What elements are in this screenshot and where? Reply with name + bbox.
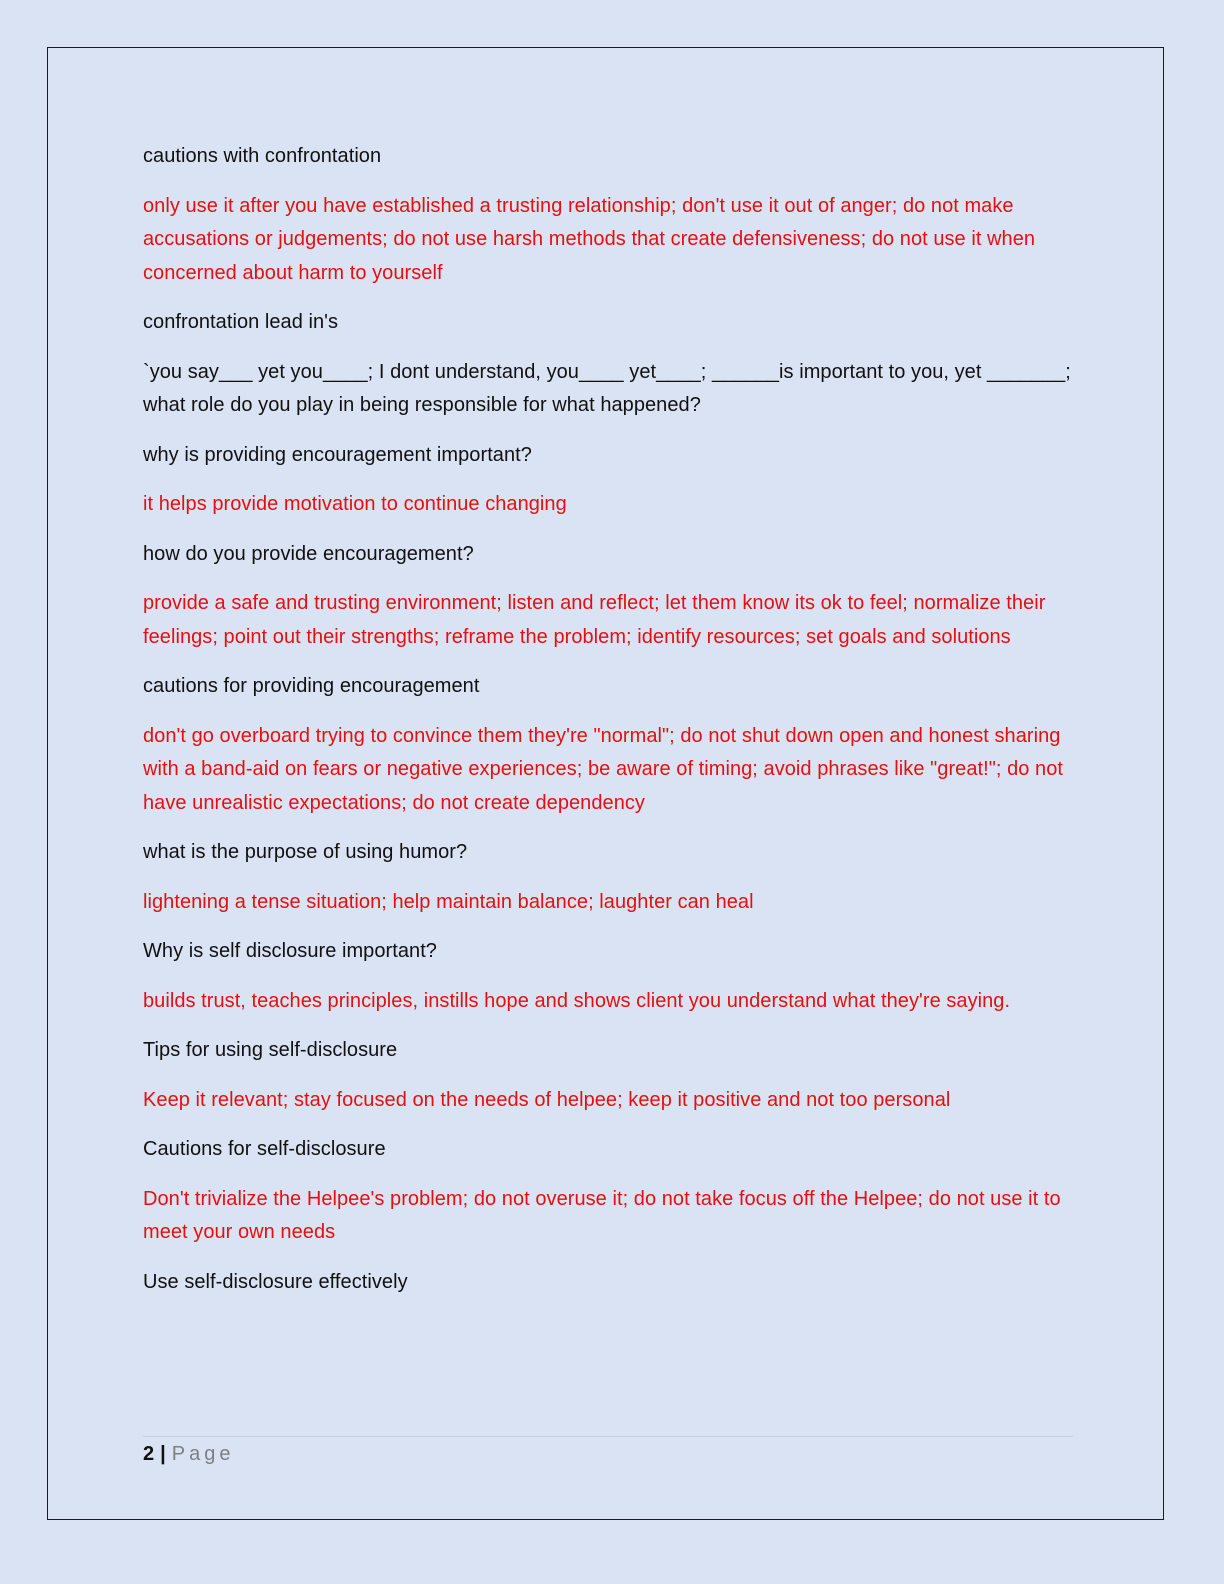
page-footer [143, 1440, 234, 1468]
question-tips-self-disclosure: Tips for using self-disclosure [143, 1039, 398, 1061]
question-use-self-disclosure: Use self-disclosure effectively [143, 1270, 408, 1293]
question-why-self-disclosure: Why is self disclosure important? [143, 940, 437, 962]
page-label: Page [171, 1443, 235, 1465]
answer-tips-self-disclosure: Keep it relevant; stay focused on the needs of helpee; keep it positive and not too personal [143, 1088, 951, 1111]
question-cautions-self-disclosure: Cautions for self-disclosure [143, 1138, 386, 1160]
answer-purpose-humor: lightening a tense situation; help maintain balance; laughter can heal [143, 890, 754, 913]
footer-divider [143, 1436, 1073, 1437]
page-number: 2 [143, 1443, 155, 1465]
answer-cautions-confrontation: only use it after you have established a trusting relationship; don't use it out of anger; do not make accusations or judgements; do not use harsh methods that create defensiveness; do not use it when concerned about harm to yourself [143, 194, 1036, 284]
question-why-encouragement: why is providing encouragement important? [143, 443, 532, 466]
text-confrontation-lead-ins: `you say___ yet you____; I dont understand, you____ yet____; ______is important to you, yet _______; what role do you play in being responsible for what happened? [143, 360, 1071, 416]
question-confrontation-lead-ins: confrontation lead in's [143, 311, 339, 333]
question-purpose-humor: what is the purpose of using humor? [143, 841, 468, 863]
question-cautions-confrontation: cautions with confrontation [143, 145, 382, 167]
footer-separator: | [160, 1443, 166, 1465]
question-how-encouragement: how do you provide encouragement? [143, 542, 474, 565]
answer-cautions-self-disclosure: Don't trivialize the Helpee's problem; do not overuse it; do not take focus off the Helpee; do not use it to meet your own needs [143, 1187, 1061, 1243]
document-body [143, 140, 1078, 1315]
answer-cautions-encouragement: don't go overboard trying to convince them they're "normal"; do not shut down open and honest sharing with a band-aid on fears or negative experiences; be aware of timing; avoid phrases like "great!"; do not have unrealistic expectations; do not create dependency [143, 724, 1063, 814]
answer-how-encouragement: provide a safe and trusting environment; listen and reflect; let them know its ok to feel; normalize their feelings; point out their strengths; reframe the problem; identify resources; set goals and solutions [143, 592, 1046, 648]
question-cautions-encouragement: cautions for providing encouragement [143, 675, 480, 697]
answer-why-encouragement: it helps provide motivation to continue changing [143, 493, 567, 515]
answer-why-self-disclosure: builds trust, teaches principles, instills hope and shows client you understand what they're saying. [143, 989, 1011, 1012]
